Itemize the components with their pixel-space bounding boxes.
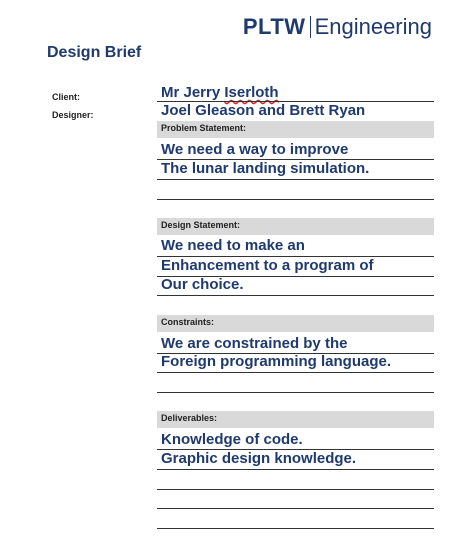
constraints-line-2[interactable]: Foreign programming language. bbox=[161, 353, 392, 370]
constraints-rule-3 bbox=[157, 392, 434, 393]
deliverables-rule-3 bbox=[157, 489, 434, 490]
client-first-name: Mr Jerry bbox=[161, 84, 225, 101]
designer-value[interactable]: Joel Gleason and Brett Ryan bbox=[161, 102, 366, 119]
logo-brand: PLTW bbox=[242, 14, 306, 39]
deliverables-header: Deliverables: bbox=[157, 411, 434, 428]
deliverables-line-1[interactable]: Knowledge of code. bbox=[161, 431, 303, 448]
deliverables-line-2[interactable]: Graphic design knowledge. bbox=[161, 450, 357, 467]
client-value[interactable] bbox=[161, 84, 279, 101]
problem-line-1[interactable]: We need a way to improve bbox=[161, 141, 349, 158]
constraints-line-1[interactable]: We are constrained by the bbox=[161, 335, 348, 352]
deliverables-rule-4 bbox=[157, 508, 434, 509]
designer-label: Designer: bbox=[52, 110, 94, 120]
problem-rule-3 bbox=[157, 199, 434, 200]
design-line-2[interactable]: Enhancement to a program of bbox=[161, 257, 374, 274]
logo-product: Engineering bbox=[314, 14, 432, 39]
problem-statement-header: Problem Statement: bbox=[157, 121, 434, 138]
client-last-name: Iserloth bbox=[224, 84, 279, 101]
design-line-1[interactable]: We need to make an bbox=[161, 237, 305, 254]
design-line-3[interactable]: Our choice. bbox=[161, 276, 244, 293]
constraints-rule-2 bbox=[157, 372, 434, 373]
logo-divider bbox=[310, 16, 311, 38]
deliverables-rule-5 bbox=[157, 528, 434, 529]
problem-line-2[interactable]: The lunar landing simulation. bbox=[161, 160, 370, 177]
document-title: Design Brief bbox=[47, 44, 142, 61]
client-label: Client: bbox=[52, 92, 80, 102]
design-statement-header: Design Statement: bbox=[157, 218, 434, 235]
pltw-engineering-logo bbox=[243, 14, 432, 40]
deliverables-rule-2 bbox=[157, 469, 434, 470]
constraints-header: Constraints: bbox=[157, 315, 434, 332]
problem-rule-2 bbox=[157, 179, 434, 180]
design-rule-3 bbox=[157, 295, 434, 296]
